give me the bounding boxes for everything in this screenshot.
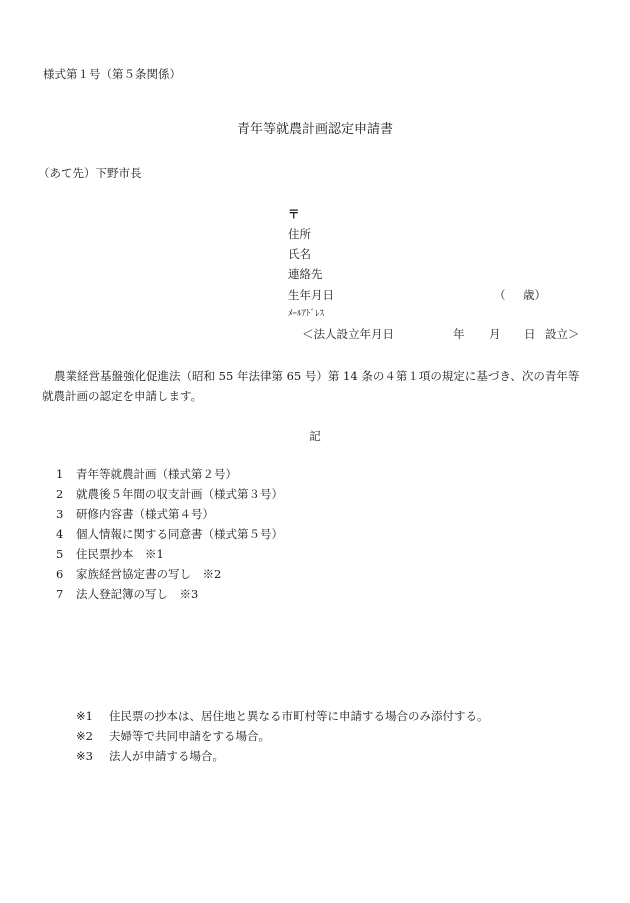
date-of-birth-label: 生年月日	[288, 288, 334, 302]
address-label: 住所	[288, 227, 311, 241]
attachment-item	[56, 486, 283, 502]
attachment-text: 研修内容書（様式第４号）	[76, 507, 214, 521]
attachment-text: 家族経営協定書の写し ※2	[76, 567, 222, 581]
corp-established-close: 設立＞	[545, 327, 580, 341]
age-open-paren: （	[494, 288, 506, 302]
footnote-text: 夫婦等で共同申請をする場合。	[109, 729, 270, 743]
attachment-number: 3	[56, 507, 64, 521]
addressee: （あて先）下野市長	[38, 166, 142, 180]
attachment-text: 青年等就農計画（様式第２号）	[76, 467, 237, 481]
attachment-number: 4	[56, 527, 64, 541]
postal-code-mark: 〒	[288, 207, 300, 221]
footnote-mark: ※2	[76, 729, 93, 743]
footnote-text: 法人が申請する場合。	[109, 749, 224, 763]
attachment-number: 7	[56, 587, 64, 601]
corporation-established-label: ＜法人設立年月日	[302, 327, 394, 341]
request-body-text: 農業経営基盤強化促進法（昭和 55 年法律第 65 号）第 14 条の４第１項の規定に基づき、次の青年等就農計画の認定を申請します。	[42, 369, 580, 403]
attachment-item	[56, 526, 283, 542]
contact-label: 連絡先	[288, 267, 323, 281]
age-unit-label: 歳）	[523, 288, 546, 302]
attachment-number: 1	[56, 467, 64, 481]
footnote	[76, 728, 270, 744]
page-title: 青年等就農計画認定申請書	[236, 122, 393, 137]
corp-day-label: 日	[524, 327, 536, 341]
form-number: 様式第１号（第５条関係）	[43, 67, 181, 81]
corp-year-label: 年	[453, 327, 465, 341]
attachment-number: 2	[56, 487, 64, 501]
attachment-number: 6	[56, 567, 64, 581]
footnote	[76, 708, 489, 724]
name-label: 氏名	[288, 247, 311, 261]
email-label: ﾒｰﾙｱﾄﾞﾚｽ	[288, 309, 325, 319]
corp-month-label: 月	[489, 327, 501, 341]
footnote-mark: ※1	[76, 709, 93, 723]
footnote	[76, 748, 224, 764]
attachment-item	[56, 546, 164, 562]
attachment-item	[56, 466, 237, 482]
attachment-text: 住民票抄本 ※1	[76, 547, 164, 561]
footnote-text: 住民票の抄本は、居住地と異なる市町村等に申請する場合のみ添付する。	[109, 709, 489, 723]
attachment-text: 就農後５年間の収支計画（様式第３号）	[76, 487, 283, 501]
attachment-item	[56, 506, 214, 522]
attachment-number: 5	[56, 547, 64, 561]
attachment-text: 個人情報に関する同意書（様式第５号）	[76, 527, 283, 541]
attachment-item	[56, 586, 198, 602]
footnote-mark: ※3	[76, 749, 93, 763]
ki-heading: 記	[309, 429, 321, 443]
attachment-text: 法人登記簿の写し ※3	[76, 587, 199, 601]
attachment-item	[56, 566, 221, 582]
